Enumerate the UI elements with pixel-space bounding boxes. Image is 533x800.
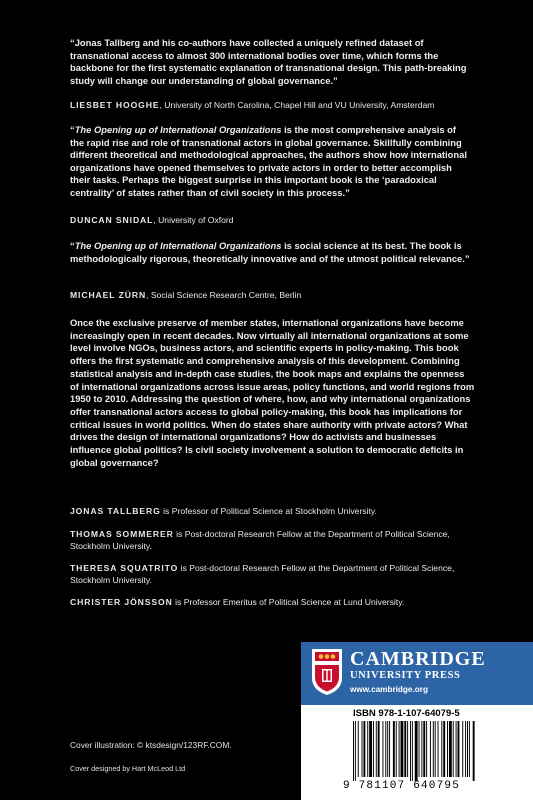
barcode-panel — [301, 705, 533, 800]
barcode-bar — [387, 721, 388, 777]
barcode-bar — [458, 721, 460, 777]
barcode-number: 9 781107 640795 — [343, 780, 461, 792]
barcode-bar — [435, 721, 436, 777]
barcode-bar — [382, 721, 383, 777]
barcode-bar — [367, 721, 368, 777]
author-bio-1-text: is Professor of Political Science at Stockholm University. — [160, 506, 377, 516]
review-attribution-3 — [70, 290, 490, 301]
author-bio-3-text: is Post-doctoral Research Fellow at the Department of Political Science, Stockholm University. — [70, 563, 455, 585]
barcode-bar — [363, 721, 365, 777]
barcode-bar — [412, 721, 413, 781]
barcode-bar — [407, 721, 408, 777]
quote-3-book-title: The Opening up of International Organizations — [74, 240, 282, 251]
barcode-bar — [473, 721, 475, 781]
barcode-bar — [467, 721, 468, 777]
barcode-bar — [369, 721, 372, 777]
barcode-bar — [462, 721, 463, 777]
author-bio-1 — [70, 506, 475, 518]
barcode-bar — [404, 721, 406, 777]
quote-2-open: “ — [70, 124, 75, 135]
barcode-bar — [433, 721, 434, 777]
barcode-bar — [376, 721, 377, 777]
author-bio-2 — [70, 529, 475, 552]
cover-illustration-credit: Cover illustration: © ktsdesign/123RF.COM. — [70, 740, 232, 750]
barcode-bar — [465, 721, 466, 777]
barcode-bar — [426, 721, 427, 777]
barcode-bar — [385, 721, 386, 777]
author-name-4: CHRISTER JÖNSSON — [70, 597, 173, 607]
barcode-bar — [447, 721, 448, 777]
author-bio-3 — [70, 563, 475, 586]
barcode-bar — [358, 721, 359, 777]
author-name-2: THOMAS SOMMERER — [70, 529, 174, 539]
review-attribution-2 — [70, 215, 490, 226]
review-quote-3 — [70, 240, 470, 265]
barcode-bar — [410, 721, 411, 781]
quote-3-open: “ — [70, 240, 75, 251]
barcode-bar — [456, 721, 457, 777]
barcode-bar — [396, 721, 397, 777]
barcode-bar — [373, 721, 374, 777]
review-quote-1 — [70, 37, 470, 87]
barcode-bar — [355, 721, 356, 781]
cover-design-credit: Cover designed by Hart McLeod Ltd — [70, 764, 186, 773]
publisher-logo-block — [301, 642, 533, 705]
isbn-label: ISBN 978-1-107-64079-5 — [353, 708, 460, 719]
author-name-1: JONAS TALLBERG — [70, 506, 161, 516]
quote-2-text: is the most comprehensive analysis of the rapid rise and role of transnational actors in global governance. Skillfully combining different theoretical and methodological approaches, the authors show how international organizations have opened themselves to private actors in order to better accomplish their tasks. Perhaps the biggest surprise in this important book is the ‘paradoxical centrality’ of states rather than of civil society in this process.” — [70, 124, 467, 198]
author-bio-4-text: is Professor Emeritus of Political Science at Lund University. — [172, 597, 405, 607]
barcode-bar — [393, 721, 395, 777]
author-bio-4 — [70, 597, 475, 609]
quote-3-text: is social science at its best. The book is methodologically rigorous, theoretically innovative and of the utmost political relevance.” — [70, 240, 470, 264]
author-bio-2-text: is Post-doctoral Research Fellow at the Department of Political Science, Stockholm University. — [70, 529, 450, 551]
barcode-bar — [423, 721, 425, 777]
barcode-bar — [449, 721, 452, 777]
quote-2-book-title: The Opening up of International Organizations — [74, 124, 282, 135]
publisher-url: www.cambridge.org — [350, 685, 428, 694]
barcode-bar — [415, 721, 418, 781]
barcode-bar — [469, 721, 470, 777]
reviewer-affiliation-2: , University of Oxford — [153, 215, 234, 225]
reviewer-affiliation-3: , Social Science Research Centre, Berlin — [146, 290, 302, 300]
publisher-press: UNIVERSITY PRESS — [350, 670, 461, 681]
barcode-bar — [389, 721, 390, 777]
barcode-bar — [430, 721, 431, 777]
reviewer-name-3: MICHAEL ZÜRN — [70, 290, 147, 300]
reviewer-affiliation-1: , University of North Carolina, Chapel Hill and VU University, Amsterdam — [159, 100, 435, 110]
barcode-bar — [441, 721, 442, 777]
barcode-bar — [378, 721, 380, 777]
barcode-bar — [438, 721, 439, 777]
review-attribution-1 — [70, 100, 490, 111]
barcode-bar — [421, 721, 422, 777]
barcode-icon — [351, 721, 476, 781]
reviewer-name-1: LIESBET HOOGHE — [70, 100, 160, 110]
barcode-bar — [362, 721, 363, 777]
book-description: Once the exclusive preserve of member states, international organizations have become increasingly open in recent decades. Now virtually all international organizations at some level involve NGOs, business actors, and scientific experts in policy-making. This book offers the first systematic and comprehensive analysis of this development. Combining statistical analysis and in-depth case studies, the book maps and explains the openness of international organizations across issue areas, policy functions, and world regions from 1950 to 2010. Addressing the question of where, how, and why international organizations offer transnational actors access to global policy-making, this book has implications for critical issues in world politics. When do states share authority with private actors? What drives the design of international organizations? How do activists and businesses influence global politics? Is civil society involvement a solution to democratic deficits in global governance? — [70, 317, 475, 468]
barcode-bar — [443, 721, 445, 777]
publisher-name: CAMBRIDGE — [350, 648, 486, 670]
barcode-bar — [353, 721, 354, 781]
reviewer-name-2: DUNCAN SNIDAL — [70, 215, 154, 225]
barcode-bar — [399, 721, 400, 777]
barcode-bar — [453, 721, 454, 777]
cambridge-shield-icon — [311, 648, 343, 696]
author-name-3: THERESA SQUATRITO — [70, 563, 179, 573]
review-quote-2 — [70, 124, 470, 200]
quote-1-text: “Jonas Tallberg and his co-authors have collected a uniquely refined dataset of transnational access to almost 300 international bodies over time, which forms the backbone for the first systematic explanation of transnational design. This path-breaking study will change our understanding of global governance.” — [70, 37, 467, 86]
barcode-bar — [419, 721, 420, 777]
barcode-bar — [401, 721, 404, 777]
